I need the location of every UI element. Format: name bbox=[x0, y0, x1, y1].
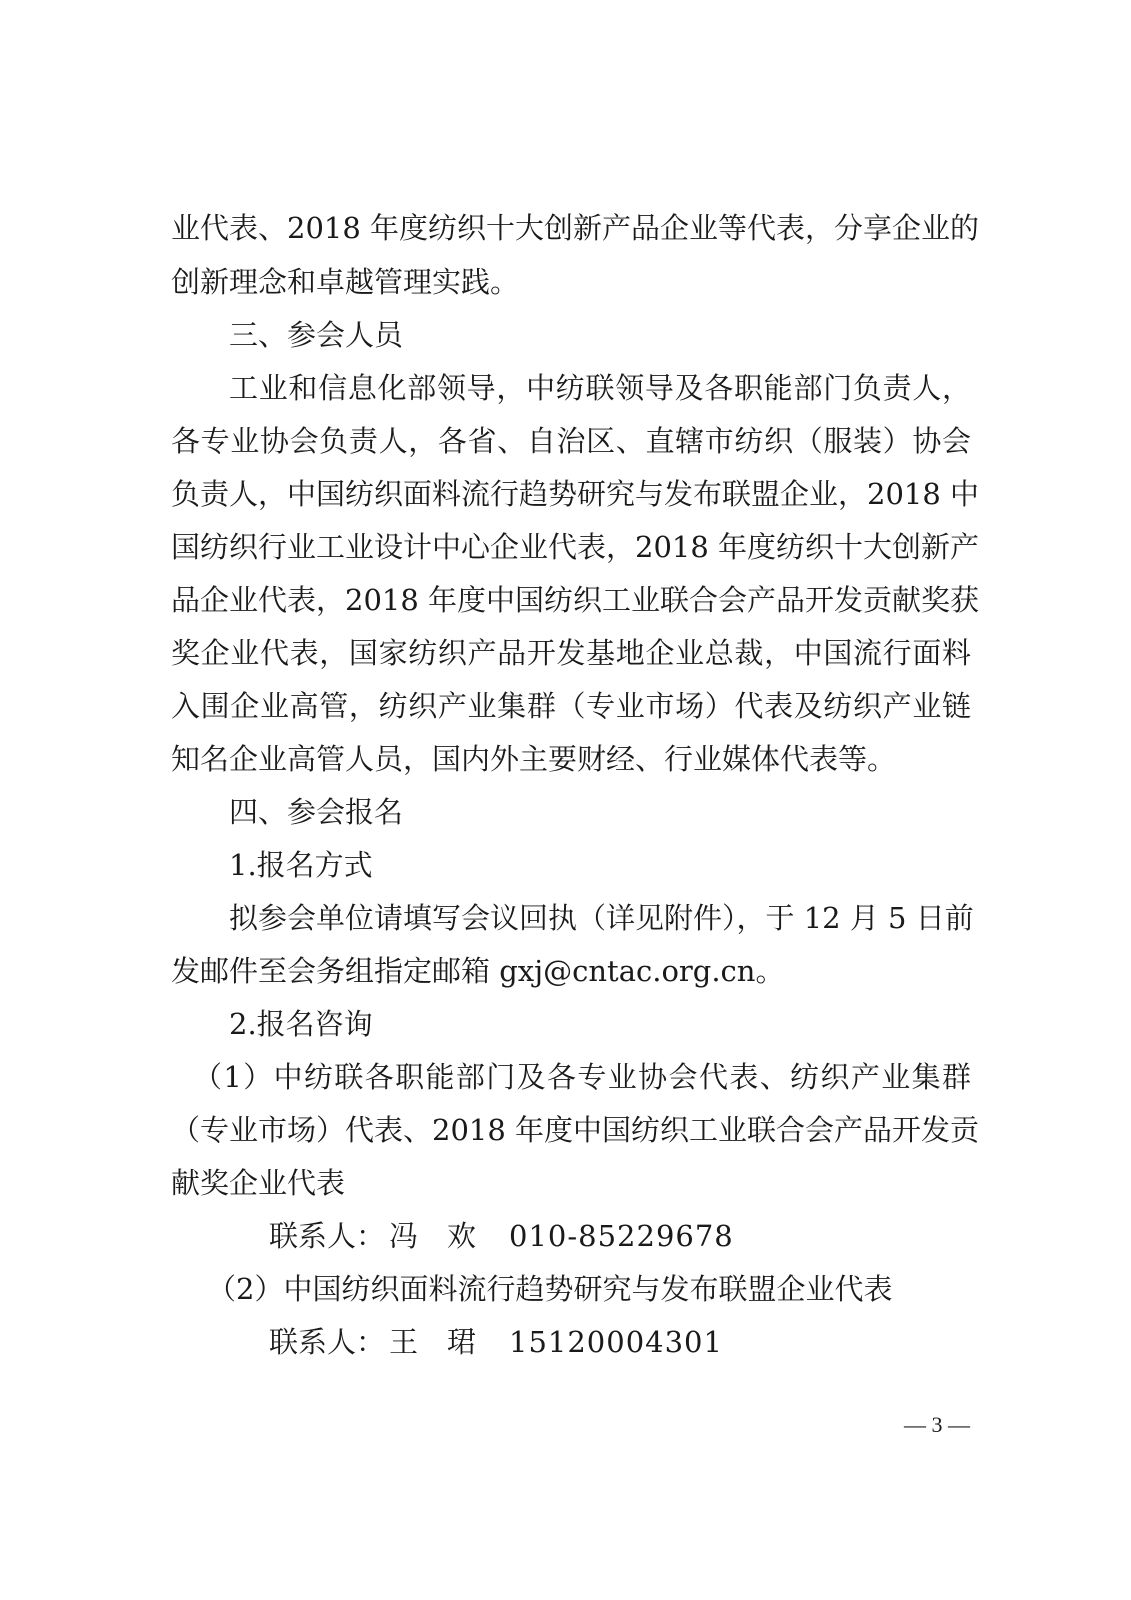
body-line: 拟参会单位请填写会议回执（详见附件），于 12 月 5 日前 bbox=[229, 901, 974, 935]
contact-name: 冯 欢 bbox=[389, 1219, 477, 1253]
contact-line bbox=[269, 1322, 969, 1362]
contact-line bbox=[269, 1216, 969, 1256]
body-line: 国纺织行业工业设计中心企业代表，2018 年度纺织十大创新产 bbox=[171, 530, 980, 564]
section-heading: 三、参会人员 bbox=[229, 318, 404, 352]
contact-label: 联系人： bbox=[269, 1219, 386, 1253]
body-line: 知名企业高管人员，国内外主要财经、行业媒体代表等。 bbox=[171, 742, 897, 776]
page-number: — 3 — bbox=[904, 1412, 970, 1437]
body-line: 奖企业代表，国家纺织产品开发基地企业总裁，中国流行面料 bbox=[171, 636, 971, 670]
body-line: 工业和信息化部领导，中纺联领导及各职能部门负责人， bbox=[229, 371, 971, 405]
subsection-heading: 2.报名咨询 bbox=[229, 1007, 373, 1041]
body-line: 入围企业高管，纺织产业集群（专业市场）代表及纺织产业链 bbox=[171, 689, 971, 723]
subsection-heading: 1.报名方式 bbox=[229, 848, 373, 882]
contact-phone: 010-85229678 bbox=[509, 1219, 734, 1253]
contact-phone: 15120004301 bbox=[509, 1325, 723, 1359]
body-line: 品企业代表，2018 年度中国纺织工业联合会产品开发贡献奖获 bbox=[171, 583, 980, 617]
section-heading: 四、参会报名 bbox=[229, 795, 404, 829]
body-line: 创新理念和卓越管理实践。 bbox=[171, 265, 520, 299]
body-line: 发邮件至会务组指定邮箱 gxj@cntac.org.cn。 bbox=[171, 954, 785, 988]
body-line: 业代表、2018 年度纺织十大创新产品企业等代表，分享企业的 bbox=[171, 211, 980, 245]
body-line: 献奖企业代表 bbox=[171, 1166, 346, 1200]
contact-name: 王 珺 bbox=[389, 1325, 477, 1359]
body-line: （1）中纺联各职能部门及各专业协会代表、纺织产业集群 bbox=[193, 1060, 971, 1094]
body-line: （2）中国纺织面料流行趋势研究与发布联盟企业代表 bbox=[207, 1272, 893, 1306]
body-line: 负责人，中国纺织面料流行趋势研究与发布联盟企业，2018 中 bbox=[171, 477, 980, 511]
contact-label: 联系人： bbox=[269, 1325, 386, 1359]
body-line: 各专业协会负责人，各省、自治区、直辖市纺织（服装）协会 bbox=[171, 424, 971, 458]
body-line: （专业市场）代表、2018 年度中国纺织工业联合会产品开发贡 bbox=[171, 1113, 980, 1147]
